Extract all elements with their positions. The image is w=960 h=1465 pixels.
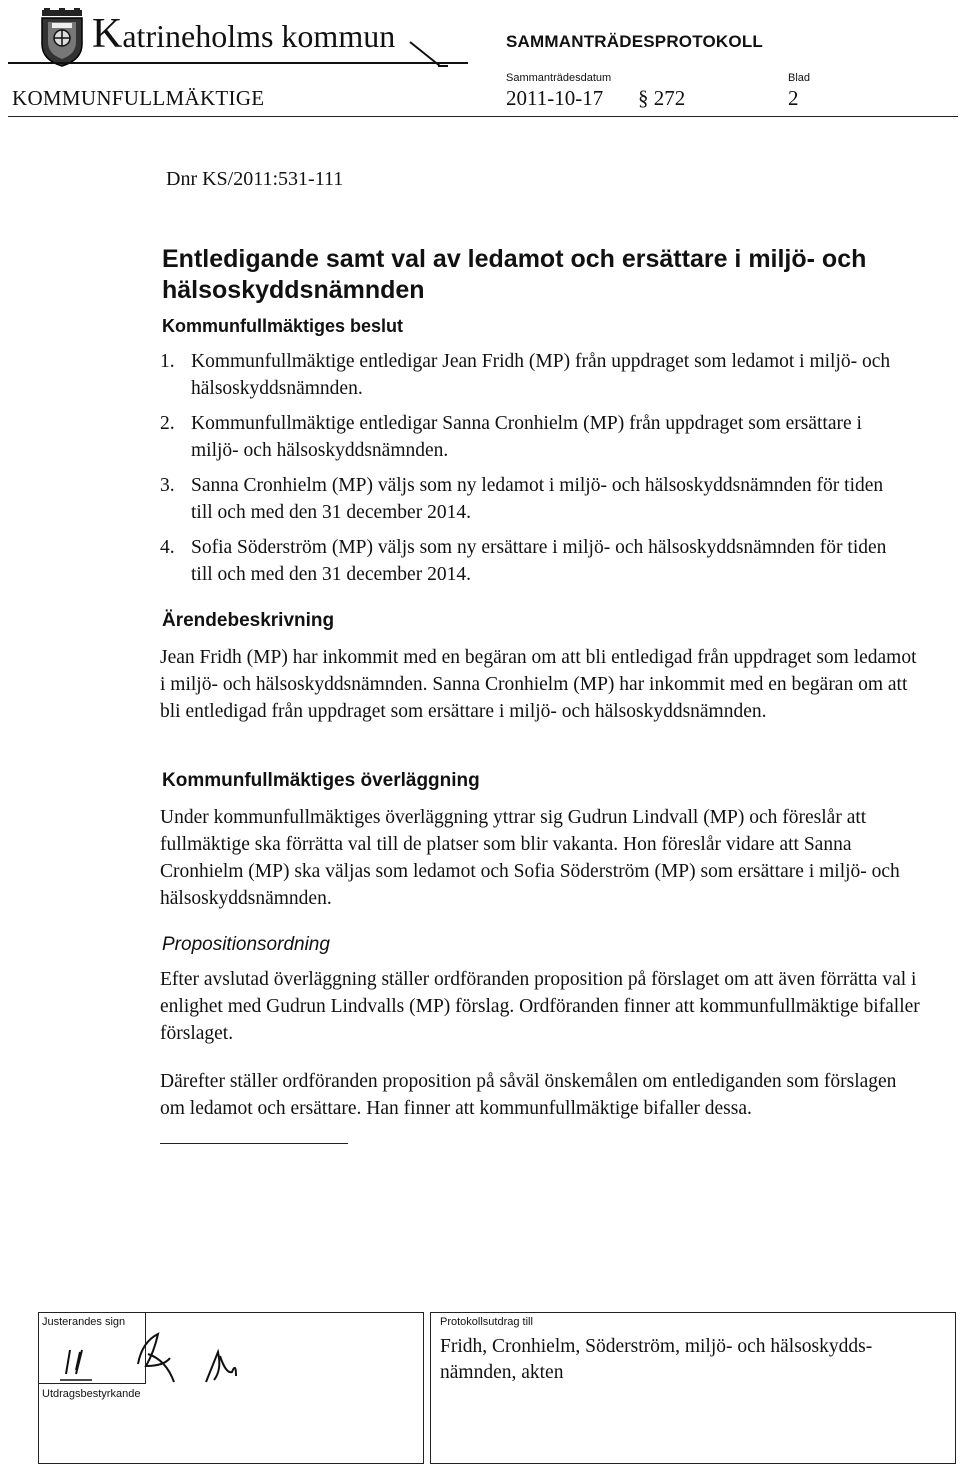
decision-item-text: Sanna Cronhielm (MP) väljs som ny ledamot i miljö- och hälsoskyddsnämnden för tiden till och med den 31 december 2014. <box>191 475 884 523</box>
decision-item <box>160 534 900 588</box>
sheet-number: 2 <box>788 86 799 110</box>
deliberation-heading: Kommunfullmäktiges överläggning <box>162 770 480 791</box>
assembly-name: KOMMUNFULLMÄKTIGE <box>12 86 265 110</box>
decision-item-number: 2. <box>160 413 175 434</box>
proposition-text: Efter avslutad överläggning ställer ordföranden proposition på förslaget om att även förrätta val i enlighet med Gudrun Lindvalls (MP) förslag. Ordföranden finner att kommunfullmäktige bifaller förslaget. <box>160 969 920 1044</box>
extract-label: Protokollsutdrag till <box>440 1316 533 1328</box>
decision-item <box>160 348 900 402</box>
paragraph-number: § 272 <box>638 86 686 110</box>
decision-item <box>160 472 900 526</box>
municipality-initial: K <box>92 11 123 57</box>
description-heading: Ärendebeskrivning <box>162 610 335 631</box>
date-label: Sammanträdesdatum <box>506 72 612 84</box>
page-title: Entledigande samt val av ledamot och ersättare i miljö- och hälsoskyddsnämnden <box>162 245 867 304</box>
handwritten-initials-icon <box>46 1322 276 1392</box>
decision-heading: Kommunfullmäktiges beslut <box>162 316 404 336</box>
decision-item <box>160 410 900 464</box>
header-rule-bottom <box>8 116 958 117</box>
decision-item-text: Kommunfullmäktige entledigar Sanna Cronhielm (MP) från uppdraget som ersättare i miljö- och hälsoskyddsnämnden. <box>191 413 862 461</box>
decision-item-number: 3. <box>160 475 175 496</box>
decision-item-text: Kommunfullmäktige entledigar Jean Fridh (MP) från uppdraget som ledamot i miljö- och hälsoskyddsnämnden. <box>191 351 891 399</box>
coat-of-arms-logo <box>38 8 86 68</box>
municipality-name <box>92 11 396 57</box>
case-number: Dnr KS/2011:531-111 <box>166 168 344 190</box>
certification-label: Utdragsbestyrkande <box>42 1388 141 1400</box>
end-rule <box>160 1143 348 1144</box>
decision-item-number: 1. <box>160 351 175 372</box>
meeting-date: 2011-10-17 <box>506 86 604 110</box>
proposition-heading: Propositionsordning <box>162 934 330 955</box>
description-text: Jean Fridh (MP) har inkommit med en begäran om att bli entledigad från uppdraget som ledamot i miljö- och hälsoskyddsnämnden. Sanna Cronhielm (MP) har inkommit med en begäran om att bli entledigad från uppdraget som ersättare i miljö- och hälsoskyddsnämnden. <box>160 647 917 722</box>
document-type: SAMMANTRÄDESPROTOKOLL <box>506 32 763 51</box>
decorative-slash <box>392 40 450 70</box>
proposition-result-text: Därefter ställer ordföranden proposition på såväl önskemålen om entlediganden som förslagen om ledamot och ersättare. Han finner att kommunfullmäktige bifaller dessa. <box>160 1071 897 1119</box>
decision-item-number: 4. <box>160 537 175 558</box>
extract-recipients: Fridh, Cronhielm, Söderström, miljö- och hälsoskydds-nämnden, akten <box>440 1336 873 1383</box>
municipality-rest: atrineholms kommun <box>122 18 396 54</box>
decision-item-text: Sofia Söderström (MP) väljs som ny ersättare i miljö- och hälsoskyddsnämnden för tiden till och med den 31 december 2014. <box>191 537 887 585</box>
signature-label: Justerandes sign <box>42 1316 126 1328</box>
sheet-label: Blad <box>788 72 811 84</box>
deliberation-text: Under kommunfullmäktiges överläggning yttrar sig Gudrun Lindvall (MP) och föreslår att fullmäktige ska förrätta val till de platser som blir vakanta. Hon föreslår vidare att Sanna Cronhielm (MP) ska väljas som ledamot och Sofia Söderström (MP) som ersättare i miljö- och hälsoskyddsnämnden. <box>160 807 900 909</box>
